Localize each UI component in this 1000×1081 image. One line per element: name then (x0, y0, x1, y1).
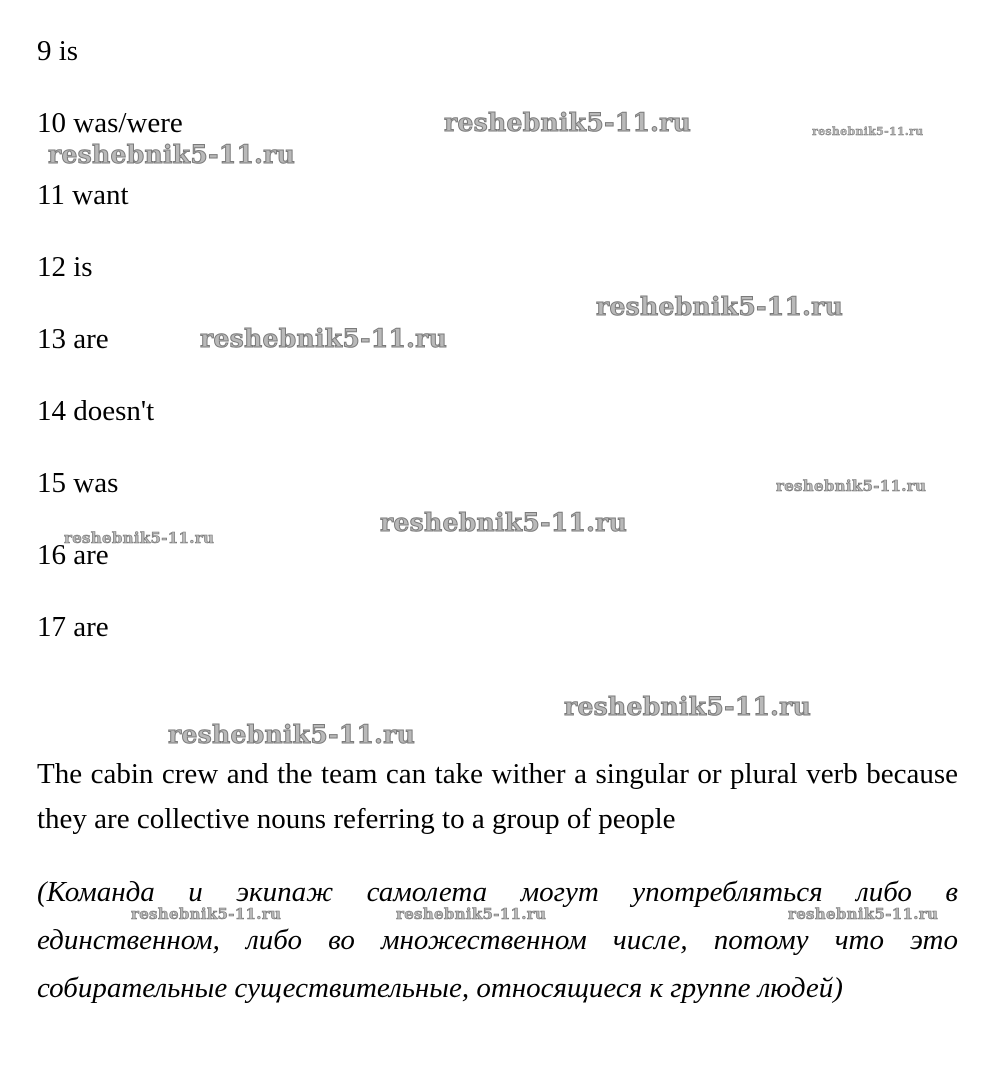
answer-14: 14 doesn't (37, 395, 155, 427)
answer-15: 15 was (37, 467, 119, 499)
answer-10: 10 was/were (37, 107, 183, 139)
answer-9: 9 is (37, 35, 79, 67)
answer-17: 17 are (37, 611, 109, 643)
answer-12: 12 is (37, 251, 93, 283)
explanation-text: The cabin crew and the team can take wither a singular or plural verb because they are collective nouns referring to a group of people (37, 758, 958, 835)
watermark: reshebnik5-11.ru (564, 692, 812, 721)
answer-13: 13 are (37, 323, 109, 355)
watermark: reshebnik5-11.ru (64, 529, 215, 547)
answer-11: 11 want (37, 179, 129, 211)
watermark: reshebnik5-11.ru (380, 508, 628, 537)
watermark: reshebnik5-11.ru (396, 905, 547, 923)
watermark: reshebnik5-11.ru (776, 477, 927, 495)
watermark: reshebnik5-11.ru (444, 108, 692, 137)
watermark: reshebnik5-11.ru (788, 905, 939, 923)
watermark: reshebnik5-11.ru (48, 140, 296, 169)
watermark: reshebnik5-11.ru (596, 292, 844, 321)
watermark: reshebnik5-11.ru (200, 324, 448, 353)
translation-text: (Команда и экипаж самолета могут употребляться либо в единственном, либо во множественном числе, потому что это собирательные существительные, относящиеся к группе людей) (37, 876, 958, 1004)
watermark: reshebnik5-11.ru (812, 125, 924, 138)
watermark: reshebnik5-11.ru (131, 905, 282, 923)
answer-16: 16 are (37, 539, 109, 571)
watermark: reshebnik5-11.ru (168, 720, 416, 749)
